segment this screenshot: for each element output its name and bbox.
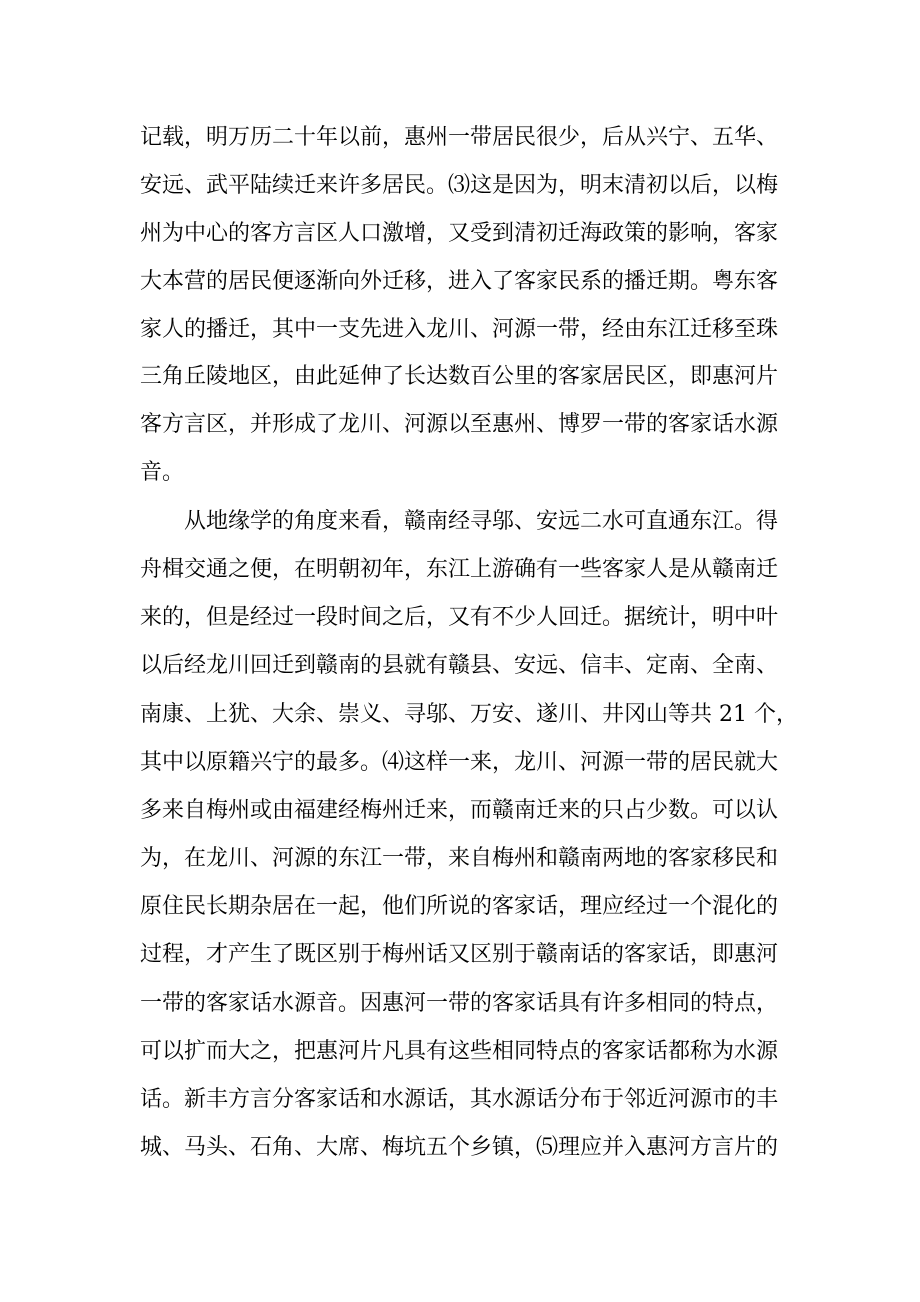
text-line: 州为中心的客方言区人口激增，又受到清初迁海政策的影响，客家	[140, 221, 779, 246]
text-line: 以后经龙川回迁到赣南的县就有赣县、安远、信丰、定南、全南、	[140, 653, 779, 678]
text-line: 记载，明万历二十年以前，惠州一带居民很少，后从兴宁、五华、	[140, 125, 779, 150]
text-line: 城、马头、石角、大席、梅坑五个乡镇，⑸理应并入惠河方言片的	[140, 1135, 779, 1160]
text-line: 可以扩而大之，把惠河片凡具有这些相同特点的客家话都称为水源	[140, 1039, 779, 1064]
text-line: 客方言区，并形成了龙川、河源以至惠州、博罗一带的客家话水源	[140, 412, 779, 437]
text-line: 音。	[140, 460, 185, 485]
text-line: 南康、上犹、大余、崇义、寻邬、万安、遂川、井冈山等共 21 个，	[140, 702, 798, 727]
text-line: 来的，但是经过一段时间之后，又有不少人回迁。据统计，明中叶	[140, 605, 779, 630]
text-line: 舟楫交通之便，在明朝初年，东江上游确有一些客家人是从赣南迁	[140, 557, 779, 582]
text-line: 大本营的居民便逐渐向外迁移，进入了客家民系的播迁期。粤东客	[140, 269, 779, 294]
text-line: 一带的客家话水源音。因惠河一带的客家话具有许多相同的特点，	[140, 991, 779, 1016]
text-line: 为，在龙川、河源的东江一带，来自梅州和赣南两地的客家移民和	[140, 846, 779, 871]
text-line: 多来自梅州或由福建经梅州迁来，而赣南迁来的只占少数。可以认	[140, 798, 779, 823]
text-line: 家人的播迁，其中一支先进入龙川、河源一带，经由东江迁移至珠	[140, 317, 779, 342]
text-line: 话。新丰方言分客家话和水源话，其水源话分布于邻近河源市的丰	[140, 1087, 779, 1112]
paragraph-start-line: 从地缘学的角度来看，赣南经寻邬、安远二水可直通东江。得	[184, 509, 779, 534]
text-line: 安远、武平陆续迁来许多居民。⑶这是因为，明末清初以后，以梅	[140, 173, 779, 198]
text-line: 原住民长期杂居在一起，他们所说的客家话，理应经过一个混化的	[140, 894, 779, 919]
text-line: 其中以原籍兴宁的最多。⑷这样一来，龙川、河源一带的居民就大	[140, 750, 779, 775]
text-line: 过程，才产生了既区别于梅州话又区别于赣南话的客家话，即惠河	[140, 942, 779, 967]
text-line: 三角丘陵地区，由此延伸了长达数百公里的客家居民区，即惠河片	[140, 364, 779, 389]
